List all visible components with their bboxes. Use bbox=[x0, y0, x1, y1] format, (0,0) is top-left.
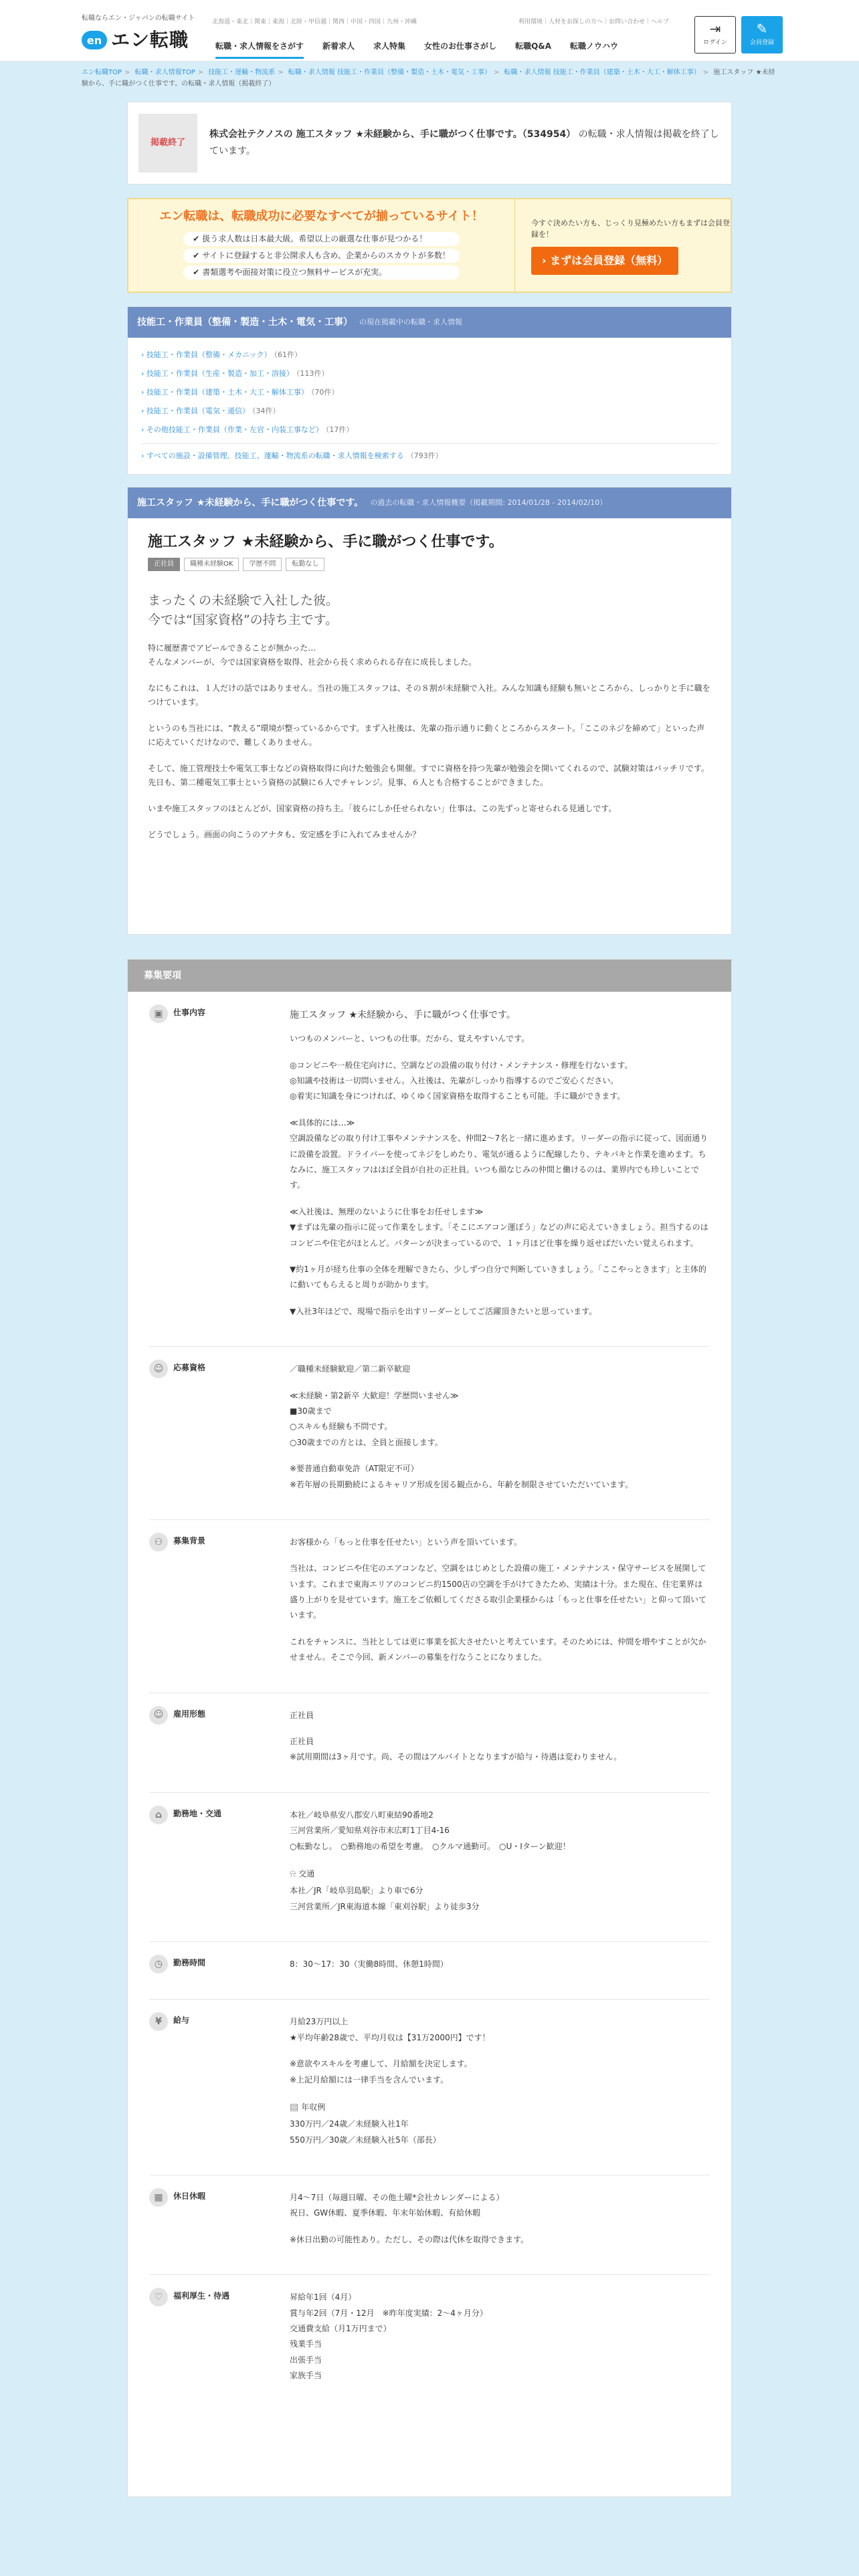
row-paragraph: 正社員 ※試用期間は3ヶ月です。尚、その間はアルバイトとなりますが給与・待遇は変わりません。 bbox=[290, 1737, 622, 1762]
row-sub-head: 交通 bbox=[298, 1868, 315, 1879]
row-paragraph: ≪未経験・第2新卒 大歓迎！学歴問いません≫ ■30歳まで ○スキルも経験も不問です。 ○30歳までの方とは、全員と面接します。 bbox=[290, 1390, 459, 1447]
row-sub-head: 年収例 bbox=[301, 2102, 326, 2112]
row-label: 募集背景 bbox=[173, 1535, 206, 1545]
logo[interactable] bbox=[82, 15, 195, 56]
promo-right-text: 今すぐ決めたい方も、じっくり見極めたい方もまずは会員登録を！ bbox=[531, 219, 730, 239]
main-container bbox=[127, 102, 732, 2497]
recruit-row-background bbox=[149, 1520, 710, 1693]
ended-badge: 掲載終了 bbox=[138, 114, 197, 173]
row-paragraph: ▼入社3年ほどで、現場で指示を出すリーダーとしてご活躍頂きたいと思っています。 bbox=[290, 1306, 597, 1316]
recruit-row-hours bbox=[149, 1942, 710, 2000]
recruit-heading: 募集要項 bbox=[128, 960, 731, 992]
article-head-sub: の過去の転職・求人情報概要（掲載期間: 2014/01/28 - 2014/02/10） bbox=[370, 498, 607, 508]
recruit-row-job-content bbox=[149, 992, 710, 1347]
login-label: ログイン bbox=[703, 39, 727, 46]
register-button[interactable] bbox=[741, 16, 783, 53]
person-icon: ☺ bbox=[149, 1360, 168, 1378]
logo-tagline: 転職ならエン・ジャパンの転職サイト bbox=[82, 15, 195, 22]
register-label: 会員登録 bbox=[749, 39, 774, 46]
breadcrumb-current: 施工スタッフ ★未経験から、手に職がつく仕事です。の転職・求人情報（掲載終了） bbox=[82, 69, 775, 88]
row-label: 福利厚生・待遇 bbox=[173, 2291, 230, 2301]
article-paragraph: 特に履歴書でアピールできることが無かった… そんなメンバーが、今では国家資格を取得、社会から長く求められる存在に成長しました。 bbox=[148, 643, 477, 667]
nav-features[interactable]: 求人特集 bbox=[373, 41, 406, 51]
article-head-title: 施工スタッフ ★未経験から、手に職がつく仕事です。 bbox=[137, 497, 364, 508]
recruitment-details bbox=[127, 959, 732, 2497]
row-paragraph: 当社は、コンビニや住宅のエアコンなど、空調をはじめとした設備の施工・メンテナンス・保守サービスを展開しています。これまで東海エリアのコンビニ約1500店の空調を手がけてきたため、実績は十分。また現在、住宅業界は盛り上がりを見せています。施工をご依頼してくださる取引企業様からは「もっと仕事を任せたい」と仰って頂いています。 bbox=[290, 1564, 707, 1620]
register-cta-button[interactable]: › まずは会員登録（無料） bbox=[531, 247, 678, 275]
tag-row bbox=[148, 558, 711, 571]
login-icon: ⇥ bbox=[709, 20, 721, 37]
clock-icon: ◷ bbox=[149, 1955, 168, 1973]
row-label: 雇用形態 bbox=[173, 1709, 206, 1719]
nav-knowhow[interactable]: 転職ノウハウ bbox=[570, 41, 619, 51]
row-paragraph: いつものメンバーと、いつもの仕事。だから、覚えやすいんです。 bbox=[290, 1034, 530, 1044]
heart-icon: ♡ bbox=[149, 2288, 168, 2306]
row-paragraph: ／職種未経験歓迎／第二新卒歓迎 bbox=[290, 1364, 411, 1374]
row-paragraph: ▼約1ヶ月が経ち仕事の全体を理解できたら、少しずつ自分で判断していきましょう。「ここやっときます」と主体的に動いてもらえると周りが助かります。 bbox=[290, 1264, 706, 1290]
utility-nav[interactable]: 利用環境｜人材をお探しの方へ｜お問い合わせ｜ヘルプ bbox=[518, 19, 669, 25]
nav-job-search[interactable]: 転職・求人情報をさがす bbox=[215, 40, 304, 59]
row-paragraph: 330万円／24歳／未経験入社1年 550万円／30歳／未経験入社5年（部長） bbox=[290, 2119, 441, 2145]
row-paragraph: ≪具体的には…≫ 空調設備などの取り付け工事やメンテナンスを、仲間2～7名と一緒に進めます。リーダーの指示に従って、図面通りに設備を設置。ドライバーを使ってネジをしめたり、電気が通るように配線したり、テキパキと作業を進めます。ちなみに、施工スタッフはほぼ全員が自社の正社員。いつも顔なじみの仲間と働けるのは、業界内でも珍しいことです。 bbox=[290, 1117, 708, 1190]
recruit-row-holidays bbox=[149, 2175, 710, 2275]
row-paragraph: ≪入社後は、無理のないように仕事をお任せします≫ ▼まずは先輩の指示に従って作業をします。「そこにエアコン運ぼう」などの声に応えていきましょう。担当するのはコンビニや住宅がほとんど。パターンが決まっているので、１ヶ月ほど仕事を繰り返せばだいたい覚えられます。 bbox=[290, 1206, 708, 1248]
row-paragraph: 月4～7日（毎週日曜、その他土曜*会社カレンダーによる） 祝日、GW休暇、夏季休暇、年末年始休暇、有給休暇 bbox=[290, 2193, 504, 2218]
job-title: 施工スタッフ ★未経験から、手に職がつく仕事です。 bbox=[148, 534, 504, 550]
row-paragraph: 本社／岐阜県安八郡安八町東結90番地2 三河営業所／愛知県刈谷市末広町1丁目4-16 ○転勤なし。 ○勤務地の希望を考慮。 ○クルマ通勤可。 ○U・Iターン歓迎！ bbox=[290, 1810, 571, 1851]
notice-suffix: の転職・求人情報は掲載を終了しています。 bbox=[209, 128, 719, 156]
promo-point: ✔ サイトに登録すると非公開求人も含め、企業からのスカウトが多数！ bbox=[183, 249, 460, 263]
article-paragraph: というのも当社には、“教える”環境が整っているからです。まず入社後は、先輩の指示通りに動くところからスタート。「ここのネジを締めて」といった声に応えていくだけなので、難しくありません。 bbox=[148, 724, 705, 748]
document-icon: ▤ bbox=[290, 2102, 299, 2113]
breadcrumb: エン転職TOP > 転職・求人情報TOP > 技能工・運輸・物流系 > 転職・求人情報 技能工・作業員（整備・製造・土木・電気・工事） > 転職・求人情報 技能工・作業員（建築・土木・大工・解体工事） > 施工スタッフ ★未経験から、手に職がつく仕事です。の転職・求人情報（掲載終了） bbox=[82, 69, 775, 88]
breadcrumb-item[interactable]: エン転職TOP bbox=[82, 69, 122, 76]
person-icon: ☺ bbox=[149, 1706, 168, 1725]
promo-point: ✔ 書類選考や面接対策に役立つ無料サービスが充実。 bbox=[183, 265, 460, 280]
catch-copy: まったくの未経験で入社した彼。 今では“国家資格”の持ち主です。 bbox=[148, 593, 339, 627]
row-paragraph: ◎コンビニや一般住宅向けに、空調などの設備の取り付け・メンテナンス・修理を行ないます。 ◎知識や技術は一切問いません。入社後は、先輩がしっかり指導するのでご安心ください。 ◎着実に知識を身につければ、ゆくゆく国家資格を取得することも可能。手に職ができます。 bbox=[290, 1060, 633, 1101]
article-paragraph: どうでしょう。画面の向こうのアナタも、安定感を手に入れてみませんか？ bbox=[148, 830, 421, 840]
en-logo-icon: en bbox=[82, 31, 107, 49]
row-paragraph: 昇給年1回（4月） 賞与年2回（7月・12月 ※昨年度実績：2～4ヶ月分） 交通費支給（月1万円まで） 残業手当 出張手当 家族手当 bbox=[290, 2292, 488, 2381]
recruit-row-benefits bbox=[149, 2275, 710, 2410]
recruit-row-location bbox=[149, 1793, 710, 1942]
pencil-icon: ✎ bbox=[756, 20, 768, 37]
train-icon: ⍾ bbox=[290, 1868, 296, 1879]
row-paragraph: ※要普通自動車免許（AT限定不可） ※若年層の長期勤続によるキャリア形成を図る観点から、年齢を制限させていただいています。 bbox=[290, 1464, 634, 1489]
row-paragraph: 8：30～17：30（実働8時間、休憩1時間） bbox=[290, 1959, 448, 1969]
row-paragraph: ※休日出勤の可能性あり。ただし、その際は代休を取得できます。 bbox=[290, 2234, 529, 2244]
notice-text bbox=[209, 126, 721, 160]
row-paragraph: 本社／JR「岐阜羽島駅」より車で6分 三河営業所／JR東海道本線「東刈谷駅」より徒歩3分 bbox=[290, 1886, 480, 1911]
recruit-row-requirements bbox=[149, 1347, 710, 1520]
check-icon: ✔ bbox=[193, 267, 200, 278]
jobcat-item[interactable]: › 技能工・作業員（建築・土木・大工・解体工事） （70件） bbox=[141, 388, 339, 397]
promo-points bbox=[183, 232, 460, 283]
article-paragraph: なにもこれは、１人だけの話ではありません。当社の施工スタッフは、その８割が未経験で入社。みんな知識も経験も無いところから、しっかりと手に職をつけています。 bbox=[148, 683, 710, 708]
job-article bbox=[127, 487, 732, 935]
promo-point: ✔ 扱う求人数は日本最大級。希望以上の厳選な仕事が見つかる！ bbox=[183, 232, 460, 246]
jobcat-list bbox=[128, 338, 731, 465]
row-label: 休日休暇 bbox=[173, 2191, 206, 2202]
jobcat-subtitle: の現在掲載中の転職・求人情報 bbox=[359, 318, 462, 327]
tag: 転勤なし bbox=[286, 558, 324, 571]
ended-notice bbox=[127, 102, 732, 185]
main-nav bbox=[215, 40, 618, 59]
row-paragraph: 正社員 bbox=[290, 1710, 314, 1720]
notice-job: の 施工スタッフ ★未経験から、手に職がつく仕事です。（534954） bbox=[283, 128, 576, 140]
jobcat-all-link[interactable]: › すべての施設・設備管理、技能工、運輸・物流系の転職・求人情報を検索する （793件） bbox=[141, 443, 718, 465]
briefcase-icon: ▣ bbox=[149, 1004, 168, 1023]
job-category-box bbox=[127, 306, 732, 475]
logo-text: エン転職 bbox=[111, 29, 189, 51]
breadcrumb-item[interactable]: 転職・求人情報 技能工・作業員（建築・土木・大工・解体工事） bbox=[504, 69, 700, 76]
people-icon: ⚇ bbox=[149, 1533, 168, 1551]
nav-new-jobs[interactable]: 新着求人 bbox=[322, 41, 355, 51]
breadcrumb-item[interactable]: 転職・求人情報 技能工・作業員（整備・製造・土木・電気・工事） bbox=[288, 69, 491, 76]
recruit-row-employment bbox=[149, 1693, 710, 1793]
calendar-icon: ▦ bbox=[149, 2188, 168, 2207]
row-label: 仕事内容 bbox=[173, 1008, 206, 1017]
row-paragraph: お客様から「もっと仕事を任せたい」という声を頂いています。 bbox=[290, 1537, 522, 1547]
yen-icon: ¥ bbox=[149, 2012, 168, 2031]
tag-employment: 正社員 bbox=[148, 558, 180, 571]
row-label: 勤務時間 bbox=[173, 1958, 206, 1968]
tag: 学歴不問 bbox=[243, 558, 282, 571]
row-paragraph: ※意欲やスキルを考慮して、月給額を決定します。 ※上記月給額には一律手当を含んでいます。 bbox=[290, 2059, 472, 2084]
tag: 職種未経験OK bbox=[184, 558, 239, 571]
row-lead: 施工スタッフ ★未経験から、手に職がつく仕事です。 bbox=[290, 1010, 516, 1021]
area-nav[interactable]: 北海道・東北｜関東｜東海｜北陸・甲信越｜関西｜中国・四国｜九州・沖縄 bbox=[212, 19, 417, 25]
row-label: 給与 bbox=[173, 2016, 190, 2026]
breadcrumb-item[interactable]: 転職・求人情報TOP bbox=[134, 69, 195, 76]
check-icon: ✔ bbox=[193, 233, 200, 243]
nav-women-jobs[interactable]: 女性のお仕事さがし bbox=[424, 41, 497, 51]
article-paragraph: そして、施工管理技士や電気工事士などの資格取得に向けた勉強会も開催。すでに資格を持つ先輩が勉強会を開いてくれるので、試験対策はバッチリです。先日も、第二種電気工事士という資格の試験に６人でチャレンジ。見事、６人とも合格することができました。 bbox=[148, 764, 709, 788]
building-icon: ⌂ bbox=[149, 1806, 168, 1824]
promo-banner bbox=[127, 198, 732, 293]
login-button[interactable] bbox=[694, 16, 736, 53]
article-paragraph: いまや施工スタッフのほとんどが、国家資格の持ち主。「彼らにしか任せられない」仕事は、この先ずっと寄せられる見通しです。 bbox=[148, 804, 617, 814]
row-paragraph: 月給23万円以上 ★平均年齢28歳で、平均月収は【31万2000円】です！ bbox=[290, 2017, 490, 2042]
recruit-row-salary bbox=[149, 2000, 710, 2175]
nav-qa[interactable]: 転職Q&A bbox=[515, 41, 552, 51]
breadcrumb-item[interactable]: 技能工・運輸・物流系 bbox=[208, 69, 276, 76]
site-header bbox=[0, 0, 859, 62]
check-icon: ✔ bbox=[193, 250, 200, 260]
notice-company: 株式会社テクノス bbox=[209, 128, 284, 140]
jobcat-title: 技能工・作業員（整備・製造・土木・電気・工事） bbox=[137, 316, 353, 328]
row-label: 応募資格 bbox=[173, 1363, 206, 1373]
promo-title: エン転職は、転職成功に必要なすべてが揃っているサイト！ bbox=[159, 209, 484, 223]
row-label: 勤務地・交通 bbox=[173, 1808, 222, 1818]
row-paragraph: これをチャンスに、当社としては更に事業を拡大させたいと考えています。そのためには、仲間を増やすことが欠かせません。そこで今回、新メンバーの募集を行なうことになりました。 bbox=[290, 1636, 706, 1662]
jobcat-item[interactable]: › 技能工・作業員（整備・メカニック） （61件） bbox=[141, 350, 302, 359]
jobcat-item[interactable]: › その他技能工・作業員（作業・左官・内装工事など） （17件） bbox=[141, 425, 354, 435]
jobcat-item[interactable]: › 技能工・作業員（電気・通信） （34件） bbox=[141, 407, 280, 416]
jobcat-item[interactable]: › 技能工・作業員（生産・製造・加工・溶接） （113件） bbox=[141, 369, 329, 379]
